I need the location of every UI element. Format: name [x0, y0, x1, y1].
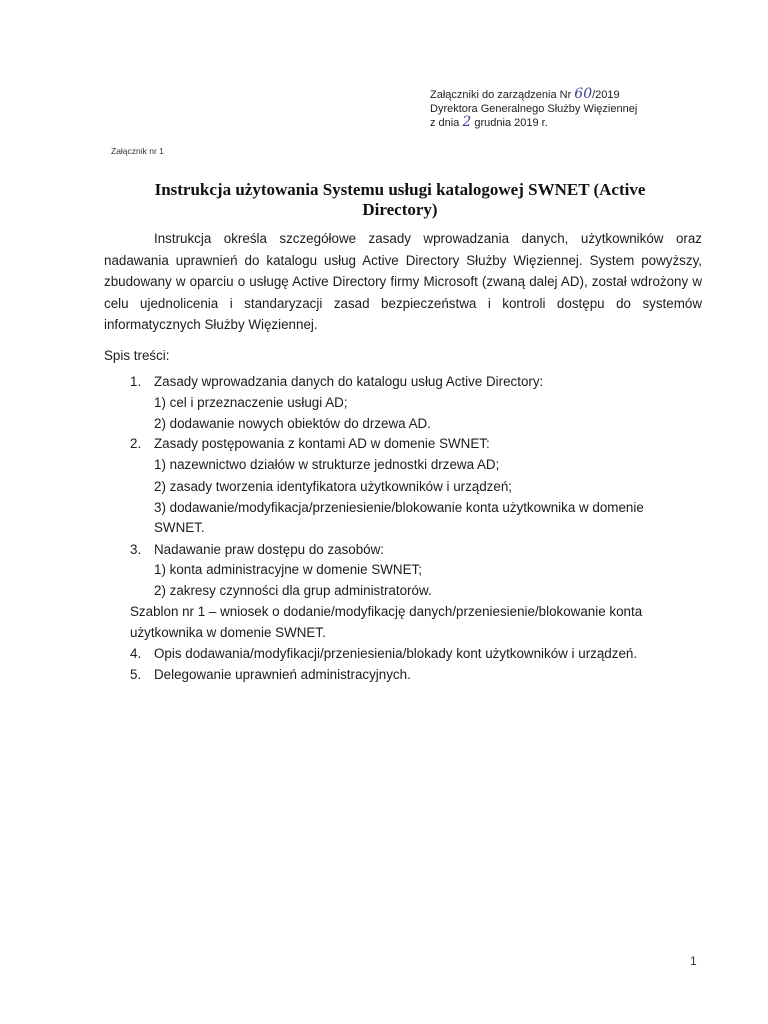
toc-text: 1) nazewnictwo działów w strukturze jednostki drzewa AD;: [154, 457, 500, 472]
order-reference: [430, 88, 730, 131]
toc-text: Szablon nr 1 – wniosek o dodanie/modyfikację danych/przeniesienie/blokowanie konta: [130, 604, 643, 619]
toc-text: Zasady wprowadzania danych do katalogu usług Active Directory:: [154, 374, 544, 389]
order-reference-line-2: Dyrektora Generalnego Służby Więziennej: [430, 102, 638, 115]
toc-text: 2) zakresy czynności dla grup administratorów.: [154, 583, 432, 598]
toc-number: 5.: [130, 667, 142, 682]
toc-text: Delegowanie uprawnień administracyjnych.: [154, 667, 411, 682]
handwritten-day: 2: [462, 114, 472, 130]
toc-text: 1) konta administracyjne w domenie SWNET;: [154, 562, 422, 577]
toc-number: 4.: [130, 646, 142, 661]
toc-number: 2.: [130, 436, 142, 451]
date-suffix: grudnia 2019 r.: [474, 117, 548, 129]
toc-heading: Spis treści:: [104, 348, 170, 363]
toc-text: 1) cel i przeznaczenie usługi AD;: [154, 395, 348, 410]
intro-text: Instrukcja określa szczegółowe zasady wprowadzania danych, użytkowników oraz nadawania uprawnień do katalogu usług Active Directory Służby Więziennej. System powyższy, zbudowany w oparciu o usługę Active Directory firmy Microsoft (zwaną dalej AD), został wdrożony w celu ujednolicenia i standaryzacji zasad bezpieczeństwa i kontroli dostępu do systemów informatycznych Służby Więziennej.: [104, 231, 702, 332]
order-reference-line-1: [430, 88, 730, 103]
order-reference-line-3: [430, 116, 730, 131]
toc-text: Nadawanie praw dostępu do zasobów:: [154, 542, 385, 557]
toc-text: Opis dodawania/modyfikacji/przeniesienia/blokady kont użytkowników i urządzeń.: [154, 646, 638, 661]
intro-paragraph: [104, 228, 702, 336]
date-prefix: z dnia: [430, 117, 460, 129]
document-title: Instrukcja użytowania Systemu usługi katalogowej SWNET (Active Directory): [154, 180, 646, 219]
toc-text: 3) dodawanie/modyfikacja/przeniesienie/blokowanie konta użytkownika w domenie: [154, 500, 644, 515]
order-prefix: Załączniki do zarządzenia Nr: [430, 89, 572, 101]
toc-text: SWNET.: [154, 520, 205, 535]
toc-text: użytkownika w domenie SWNET.: [130, 625, 326, 640]
order-year: /2019: [592, 89, 620, 101]
toc-text: Zasady postępowania z kontami AD w domenie SWNET:: [154, 436, 490, 451]
toc-number: 3.: [130, 542, 142, 557]
toc-number: 1.: [130, 374, 142, 389]
toc-text: 2) zasady tworzenia identyfikatora użytkowników i urządzeń;: [154, 479, 512, 494]
handwritten-order-number: 60: [574, 86, 593, 102]
toc-text: 2) dodawanie nowych obiektów do drzewa AD.: [154, 416, 431, 431]
page-number: 1: [690, 954, 697, 968]
annex-label: Załącznik nr 1: [111, 146, 164, 156]
